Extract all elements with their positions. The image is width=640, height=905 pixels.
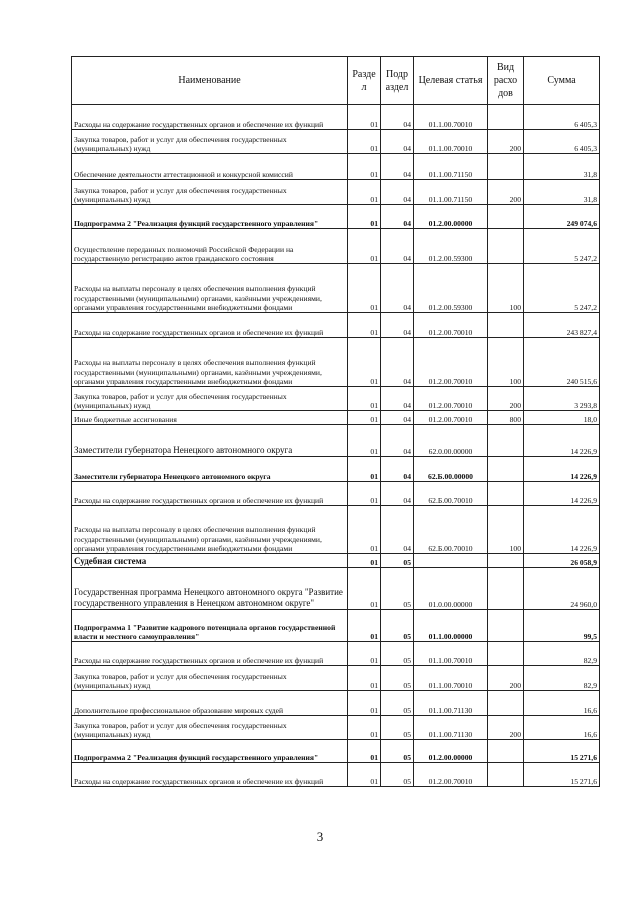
row-target-cell: 01.1.00.71150 (414, 180, 488, 205)
table-row (72, 180, 600, 205)
row-section-cell: 01 (348, 716, 381, 740)
row-subsection-cell: 04 (381, 411, 414, 425)
row-section-cell: 01 (348, 763, 381, 787)
row-name-cell: Расходы на содержание государственных органов и обеспечение их функций (72, 105, 348, 130)
row-kind-cell (488, 229, 524, 264)
row-subsection-cell: 05 (381, 610, 414, 642)
row-target-cell: 62.0.00.00000 (414, 425, 488, 457)
table-header-row (72, 57, 600, 105)
row-target-cell: 01.2.00.59300 (414, 229, 488, 264)
row-target-cell: 01.2.00.59300 (414, 264, 488, 313)
row-kind-cell: 800 (488, 411, 524, 425)
row-target-cell: 01.2.00.00000 (414, 740, 488, 763)
row-name-cell: Подпрограмма 1 "Развитие кадрового потенциала органов государственной власти и местного самоуправления" (72, 610, 348, 642)
row-kind-cell (488, 482, 524, 506)
row-name-cell: Осуществление переданных полномочий Российской Федерации на государственную регистрацию актов гражданского состояния (72, 229, 348, 264)
row-section-cell: 01 (348, 205, 381, 229)
row-kind-cell (488, 457, 524, 482)
row-name-cell: Расходы на содержание государственных органов и обеспечение их функций (72, 313, 348, 338)
row-sum-cell: 24 960,0 (524, 568, 600, 610)
row-sum-cell: 5 247,2 (524, 264, 600, 313)
table-row (72, 338, 600, 387)
row-kind-cell: 200 (488, 666, 524, 691)
header-sum: Сумма (524, 57, 600, 105)
table-row (72, 229, 600, 264)
row-sum-cell: 16,6 (524, 716, 600, 740)
row-name-cell: Расходы на выплаты персоналу в целях обеспечения выполнения функций государственными (муниципальными) органами, казёнными учреждениями, органами управления государственными внебюджетными фондами (72, 338, 348, 387)
row-kind-cell: 100 (488, 264, 524, 313)
row-name-cell: Закупка товаров, работ и услуг для обеспечения государственных (муниципальных) нужд (72, 716, 348, 740)
row-target-cell: 01.2.00.70010 (414, 313, 488, 338)
row-name-cell: Закупка товаров, работ и услуг для обеспечения государственных (муниципальных) нужд (72, 387, 348, 411)
row-subsection-cell: 05 (381, 691, 414, 716)
row-subsection-cell: 05 (381, 666, 414, 691)
row-sum-cell: 82,9 (524, 666, 600, 691)
row-section-cell: 01 (348, 642, 381, 666)
row-target-cell: 01.1.00.70010 (414, 130, 488, 154)
header-section: Разде л (348, 57, 381, 105)
row-target-cell: 01.1.00.70010 (414, 642, 488, 666)
row-subsection-cell: 04 (381, 264, 414, 313)
header-kind: Вид расхо дов (488, 57, 524, 105)
row-kind-cell (488, 554, 524, 568)
table-row (72, 154, 600, 180)
row-subsection-cell: 05 (381, 554, 414, 568)
row-subsection-cell: 05 (381, 568, 414, 610)
row-subsection-cell: 04 (381, 457, 414, 482)
row-subsection-cell: 04 (381, 180, 414, 205)
row-section-cell: 01 (348, 105, 381, 130)
table-body (72, 105, 600, 787)
row-kind-cell (488, 313, 524, 338)
row-subsection-cell: 04 (381, 105, 414, 130)
row-sum-cell: 249 074,6 (524, 205, 600, 229)
table-row (72, 666, 600, 691)
row-subsection-cell: 05 (381, 740, 414, 763)
table-row (72, 716, 600, 740)
row-subsection-cell: 04 (381, 205, 414, 229)
header-subsection: Подр аздел (381, 57, 414, 105)
row-name-cell: Закупка товаров, работ и услуг для обеспечения государственных (муниципальных) нужд (72, 180, 348, 205)
row-kind-cell (488, 568, 524, 610)
row-subsection-cell: 04 (381, 482, 414, 506)
row-name-cell: Расходы на выплаты персоналу в целях обеспечения выполнения функций государственными (муниципальными) органами, казёнными учреждениями, органами управления государственными внебюджетными фондами (72, 264, 348, 313)
row-section-cell: 01 (348, 264, 381, 313)
row-kind-cell (488, 205, 524, 229)
row-name-cell: Расходы на содержание государственных органов и обеспечение их функций (72, 482, 348, 506)
table-row (72, 387, 600, 411)
row-subsection-cell: 04 (381, 506, 414, 554)
table-row (72, 554, 600, 568)
row-section-cell: 01 (348, 457, 381, 482)
row-sum-cell: 18,0 (524, 411, 600, 425)
row-kind-cell (488, 610, 524, 642)
row-sum-cell: 14 226,9 (524, 506, 600, 554)
row-sum-cell: 16,6 (524, 691, 600, 716)
row-name-cell: Судебная система (72, 554, 348, 568)
row-name-cell: Расходы на содержание государственных органов и обеспечение их функций (72, 642, 348, 666)
row-target-cell: 01.1.00.00000 (414, 610, 488, 642)
row-section-cell: 01 (348, 180, 381, 205)
row-kind-cell (488, 105, 524, 130)
row-target-cell (414, 554, 488, 568)
row-name-cell: Закупка товаров, работ и услуг для обеспечения государственных (муниципальных) нужд (72, 666, 348, 691)
row-name-cell: Обеспечение деятельности аттестационной и конкурсной комиссий (72, 154, 348, 180)
row-name-cell: Дополнительное профессиональное образование мировых судей (72, 691, 348, 716)
row-kind-cell: 200 (488, 387, 524, 411)
row-subsection-cell: 04 (381, 154, 414, 180)
table-row (72, 411, 600, 425)
row-kind-cell: 100 (488, 506, 524, 554)
row-kind-cell (488, 691, 524, 716)
row-section-cell: 01 (348, 154, 381, 180)
row-section-cell: 01 (348, 568, 381, 610)
row-section-cell: 01 (348, 610, 381, 642)
row-section-cell: 01 (348, 554, 381, 568)
row-section-cell: 01 (348, 506, 381, 554)
row-sum-cell: 31,8 (524, 180, 600, 205)
table-row (72, 264, 600, 313)
row-target-cell: 01.1.00.71130 (414, 716, 488, 740)
table-row (72, 457, 600, 482)
row-section-cell: 01 (348, 130, 381, 154)
row-target-cell: 01.2.00.70010 (414, 387, 488, 411)
row-sum-cell: 15 271,6 (524, 740, 600, 763)
table-row (72, 610, 600, 642)
row-name-cell: Закупка товаров, работ и услуг для обеспечения государственных (муниципальных) нужд (72, 130, 348, 154)
table-row (72, 642, 600, 666)
budget-table (71, 56, 600, 787)
row-sum-cell: 6 405,3 (524, 130, 600, 154)
row-sum-cell: 14 226,9 (524, 457, 600, 482)
table-row (72, 313, 600, 338)
table-row (72, 568, 600, 610)
row-target-cell: 01.2.00.00000 (414, 205, 488, 229)
row-sum-cell: 6 405,3 (524, 105, 600, 130)
row-target-cell: 01.0.00.00000 (414, 568, 488, 610)
row-kind-cell (488, 154, 524, 180)
row-target-cell: 01.2.00.70010 (414, 763, 488, 787)
row-sum-cell: 26 058,9 (524, 554, 600, 568)
row-kind-cell: 100 (488, 338, 524, 387)
row-subsection-cell: 04 (381, 425, 414, 457)
row-kind-cell: 200 (488, 130, 524, 154)
row-kind-cell (488, 425, 524, 457)
row-subsection-cell: 04 (381, 387, 414, 411)
row-name-cell: Государственная программа Ненецкого автономного округа "Развитие государственного управления в Ненецком автономном округе" (72, 568, 348, 610)
row-sum-cell: 82,9 (524, 642, 600, 666)
row-sum-cell: 243 827,4 (524, 313, 600, 338)
row-subsection-cell: 04 (381, 338, 414, 387)
row-target-cell: 01.1.00.70010 (414, 105, 488, 130)
header-name: Наименование (72, 57, 348, 105)
row-section-cell: 01 (348, 740, 381, 763)
row-kind-cell (488, 763, 524, 787)
page-number: 3 (316, 829, 324, 844)
table-row (72, 105, 600, 130)
row-section-cell: 01 (348, 666, 381, 691)
row-subsection-cell: 04 (381, 313, 414, 338)
row-sum-cell: 31,8 (524, 154, 600, 180)
row-sum-cell: 14 226,9 (524, 425, 600, 457)
row-name-cell: Подпрограмма 2 "Реализация функций государственного управления" (72, 740, 348, 763)
row-section-cell: 01 (348, 482, 381, 506)
row-subsection-cell: 05 (381, 763, 414, 787)
row-section-cell: 01 (348, 425, 381, 457)
row-section-cell: 01 (348, 229, 381, 264)
row-name-cell: Заместители губернатора Ненецкого автономного округа (72, 457, 348, 482)
table-row (72, 506, 600, 554)
row-name-cell: Заместители губернатора Ненецкого автономного округа (72, 425, 348, 457)
table-row (72, 691, 600, 716)
row-subsection-cell: 04 (381, 229, 414, 264)
row-target-cell: 62.Б.00.70010 (414, 506, 488, 554)
row-sum-cell: 14 226,9 (524, 482, 600, 506)
row-name-cell: Расходы на содержание государственных органов и обеспечение их функций (72, 763, 348, 787)
row-section-cell: 01 (348, 313, 381, 338)
row-target-cell: 62.Б.00.70010 (414, 482, 488, 506)
table-row (72, 205, 600, 229)
table-row (72, 425, 600, 457)
row-target-cell: 01.1.00.71150 (414, 154, 488, 180)
row-subsection-cell: 05 (381, 716, 414, 740)
row-section-cell: 01 (348, 387, 381, 411)
row-kind-cell: 200 (488, 180, 524, 205)
row-name-cell: Подпрограмма 2 "Реализация функций государственного управления" (72, 205, 348, 229)
header-target: Целевая статья (414, 57, 488, 105)
row-sum-cell: 5 247,2 (524, 229, 600, 264)
row-name-cell: Иные бюджетные ассигнования (72, 411, 348, 425)
row-target-cell: 01.1.00.71130 (414, 691, 488, 716)
row-target-cell: 62.Б.00.00000 (414, 457, 488, 482)
row-section-cell: 01 (348, 338, 381, 387)
table-row (72, 130, 600, 154)
row-target-cell: 01.2.00.70010 (414, 411, 488, 425)
row-sum-cell: 3 293,8 (524, 387, 600, 411)
row-name-cell: Расходы на выплаты персоналу в целях обеспечения выполнения функций государственными (муниципальными) органами, казёнными учреждениями, органами управления государственными внебюджетными фондами (72, 506, 348, 554)
table-row (72, 763, 600, 787)
table-row (72, 740, 600, 763)
row-section-cell: 01 (348, 691, 381, 716)
row-kind-cell (488, 740, 524, 763)
table-row (72, 482, 600, 506)
row-kind-cell (488, 642, 524, 666)
row-section-cell: 01 (348, 411, 381, 425)
row-kind-cell: 200 (488, 716, 524, 740)
row-target-cell: 01.2.00.70010 (414, 338, 488, 387)
row-sum-cell: 240 515,6 (524, 338, 600, 387)
row-sum-cell: 15 271,6 (524, 763, 600, 787)
row-target-cell: 01.1.00.70010 (414, 666, 488, 691)
row-subsection-cell: 04 (381, 130, 414, 154)
row-sum-cell: 99,5 (524, 610, 600, 642)
row-subsection-cell: 05 (381, 642, 414, 666)
